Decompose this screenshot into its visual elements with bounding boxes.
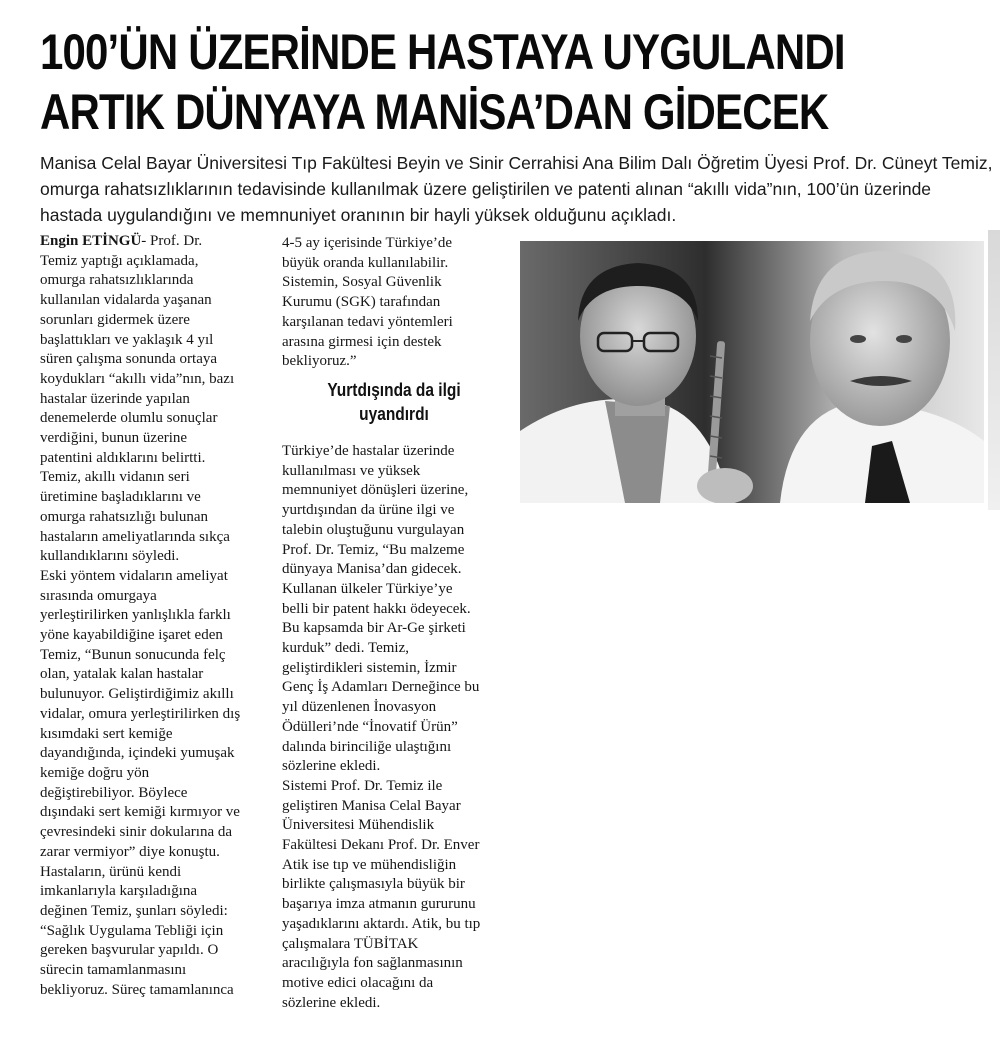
hand [697, 468, 753, 503]
article-column-2-bottom: Türkiye’de hastalar üzerinde kullanılması ve yüksek memnuniyet dönüşleri üzerine, yurtdışından da ürüne ilgi ve talebin oluştuğunu vurgulayan Prof. Dr. Temiz, “Bu malzeme dünyaya Manisa’dan gidecek. Kullanan ülkeler Türkiye’ye belli bir patent hakkı ödeyecek. Bu kapsamda bir Ar-Ge şirketi kurduk” dedi. Temiz, geliştirdikleri sistemin, İzmir Genç İş Adamları Derneğince bu yıl düzenlenen İnovasyon Ödülleri’nde “İnovatif Ürün” dalında birinciliğe ulaştığını sözlerine ekledi. Sistemi Prof. Dr. Temiz ile geliştiren Manisa Celal Bayar Üniversitesi Mühendislik Fakültesi Dekanı Prof. Dr. Enver Atik ise tıp ve mühendisliğin birlikte çalışmasıyla büyük bir başarıya imza atmanın gururunu yaşadıklarını aktardı. Atik, bu tıp çalışmalara TÜBİTAK aracılığıyla fon sağlanmasının motive edici olacağını da sözlerine ekledi. [282, 443, 481, 1011]
news-photo [520, 241, 984, 503]
headline-line-2: ARTIK DÜNYAYA MANİSA’DAN GİDECEK [40, 84, 829, 140]
article-column-2-top: 4-5 ay içerisinde Türkiye’de büyük oranda kullanılabilir. Sistemin, Sosyal Güvenlik Kurumu (SGK) tarafından karşılanan tedavi yöntemleri arasına girmesi için destek bekliyoruz.” [282, 235, 453, 370]
headline-line-1: 100’ÜN ÜZERİNDE HASTAYA UYGULANDI [40, 24, 845, 80]
doctors-photo-illustration [520, 241, 984, 503]
lead-paragraph: Manisa Celal Bayar Üniversitesi Tıp Fakültesi Beyin ve Sinir Cerrahisi Ana Bilim Dalı Öğretim Üyesi Prof. Dr. Cüneyt Temiz, omurga rahatsızlıklarının tedavisinde kullanılmak üzere geliştirilen ve patenti alınan “akıllı vida”nın, 100’ün üzerinde hastada uygulandığını ve memnuniyet oranının bir hayli yüksek olduğunu açıkladı. [40, 153, 993, 225]
headline [40, 22, 845, 142]
article-column-1 [40, 232, 275, 1000]
column-1-text: - Prof. Dr. Temiz yaptığı açıklamada, omurga rahatsızlıklarında kullanılan vidalarda yaşanan sorunları gidermek üzere başlattıkları ve yaklaşık 4 yıl süren çalışma sonunda ortaya koydukları “akıllı vida”nın, bazı hastalar üzerinde yapılan denemelerde olumlu sonuçlar verdiğini, bunun üzerine patentini aldıklarını belirtti. Temiz, akıllı vidanın seri üretimine başladıklarını ve omurga rahatsızlığı bulunan hastaların ameliyatlarında sıkça kullandıklarını söyledi. Eski yöntem vidaların ameliyat sırasında omurgaya yerleştirilirken yanlışlıkla farklı yöne kayabildiğine işaret eden Temiz, “Bunun sonucunda felç olan, yatalak kalan hastalar bulunuyor. Geliştirdiğimiz akıllı vidalar, omura yerleştirilirken dış kısımdaki sert kemiğe dayandığında, içindeki yumuşak kemiğe doğru yön değiştirebiliyor. Böylece dışındaki sert kemiği kırmıyor ve çevresindeki sinir dokularına da zarar vermiyor” diye konuştu. Hastaların, ürünü kendi imkanlarıyla karşıladığına değinen Temiz, şunları söyledi: “Sağlık Uygulama Tebliği için gereken başvurular yapıldı. O sürecin tamamlanmasını bekliyoruz. Süreç tamamlanınca [40, 233, 241, 998]
subheading: Yurtdışında da ilgi uyandırdı [327, 380, 461, 424]
adjacent-page-edge [988, 230, 1000, 510]
byline: Engin ETİNGÜ [40, 233, 142, 249]
